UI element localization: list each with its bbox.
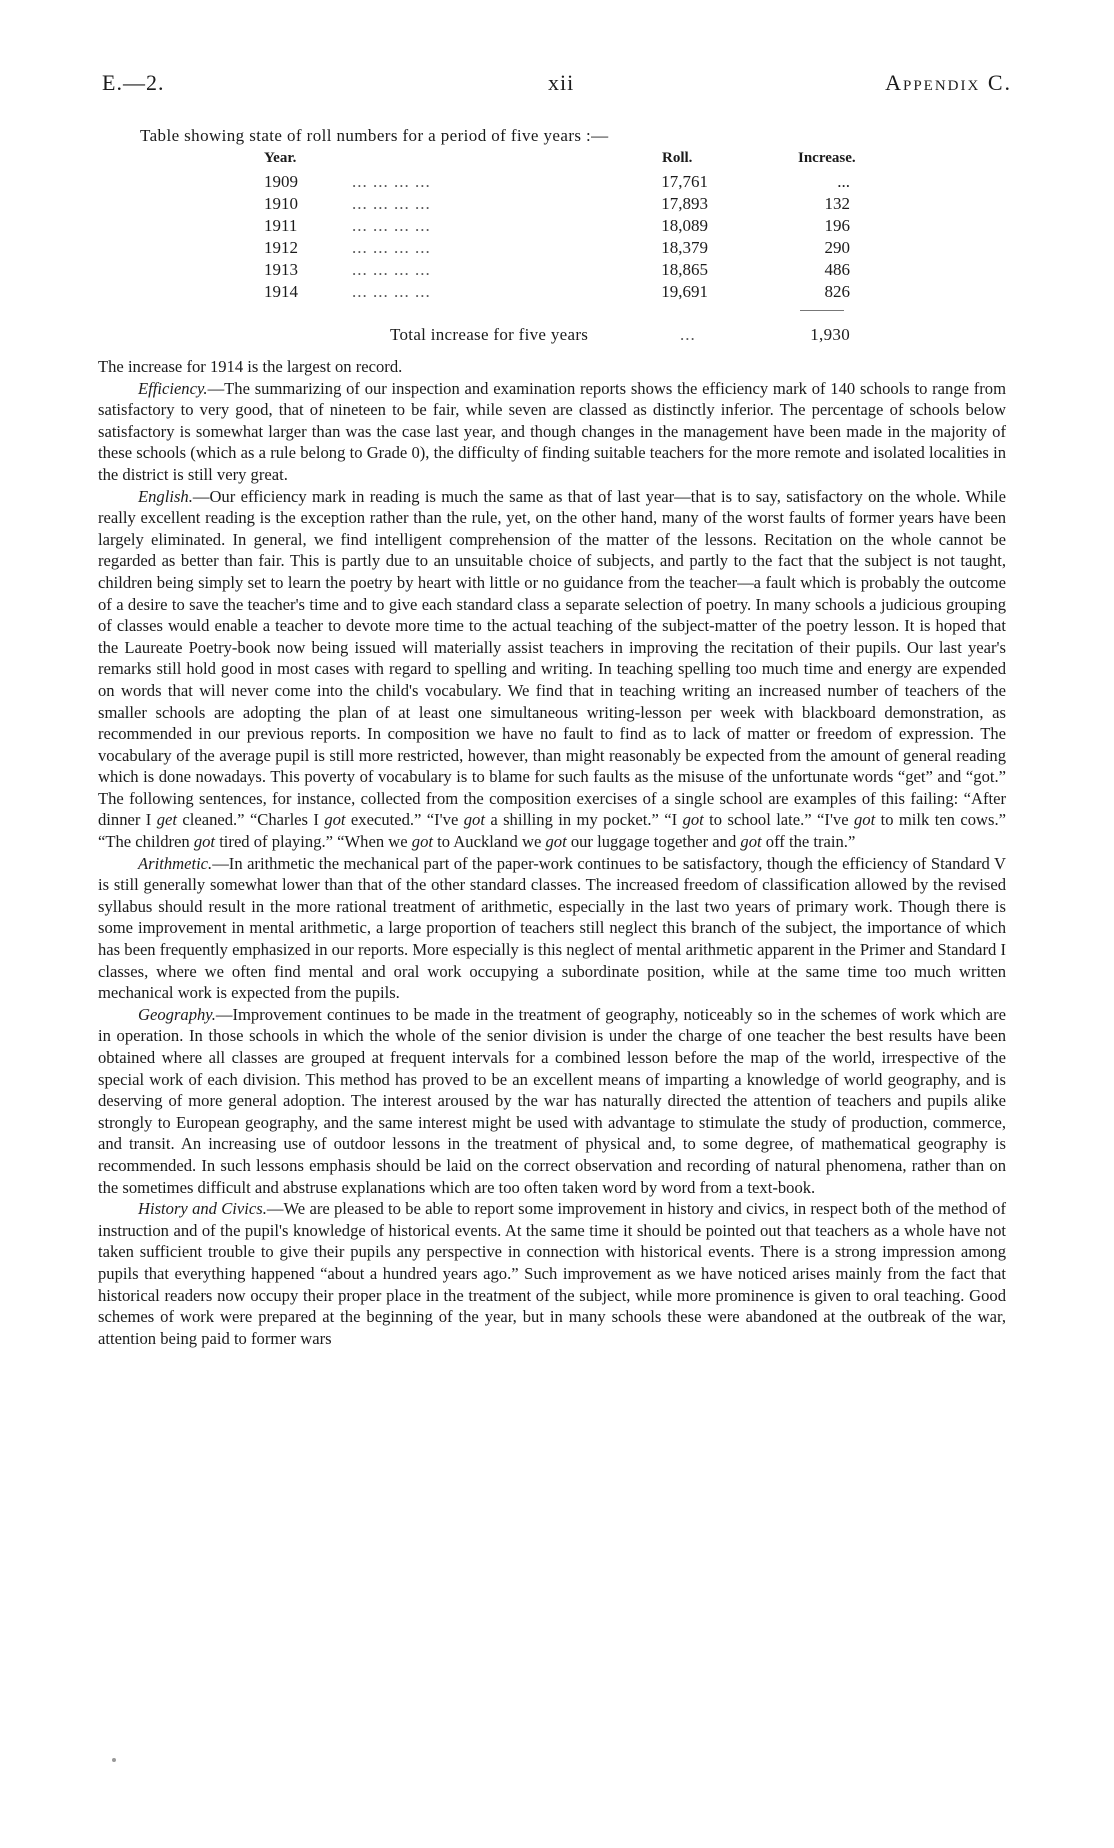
leader-dots: ... ... ... ... bbox=[352, 216, 431, 235]
row-increase: 486 bbox=[824, 260, 850, 279]
total-value: 1,930 bbox=[810, 325, 850, 344]
paragraph-geography: Geography.—Improvement continues to be made in the treatment of geography, noticeably so in the schemes of work which are in operation. In those schools in which the whole of the senior division is under the charge of one teacher the best results have been obtained where all classes are grouped at frequent intervals for a combined lesson before the map of the world, irrespective of the special work of each division. This method has proved to be an excellent means of imparting a knowledge of world geography, and is deserving of more general adoption. The interest aroused by the war has naturally directed the attention of teachers and pupils alike strongly to European geography, and the same interest might be used with advantage to stimulate the study of production, commerce, and transit. An increasing use of outdoor lessons in the treatment of physical and, to some degree, of mathematical geography is recommended. In such lessons emphasis should be laid on the correct observation and recording of natural phenomena, rather than on the sometimes difficult and abstruse explanations which are too often taken word by word from a text-book. bbox=[98, 1004, 1006, 1197]
page-number: xii bbox=[548, 70, 575, 95]
leader-dots: ... ... ... ... bbox=[352, 260, 431, 279]
leader-dots: ... ... ... ... bbox=[352, 172, 431, 191]
scan-speck bbox=[112, 1758, 116, 1762]
table-row bbox=[0, 260, 1114, 282]
row-increase: 132 bbox=[824, 194, 850, 213]
row-year: 1914 bbox=[264, 282, 298, 301]
table-row bbox=[0, 238, 1114, 260]
total-rule bbox=[800, 310, 844, 311]
paragraph-history-civics: History and Civics.—We are pleased to be able to report some improvement in history and civics, in respect both of the method of instruction and of the pupil's knowledge of historical events. At the same time it should be pointed out that teachers as a whole have not taken sufficient trouble to give their pupils any perspective in connection with historical events. There is a strong impression among pupils that everything happened “about a hundred years ago.” Such improvement as we have noticed arises mainly from the fact that historical readers now occupy their proper place in the treatment of the subject, while more prominence is given to oral teaching. Good schemes of work were prepared at the beginning of the year, but in many schools these were abandoned at the outbreak of the war, attention being paid to former wars bbox=[98, 1199, 1007, 1348]
report-body bbox=[98, 356, 1006, 1349]
page-code: E.—2. bbox=[102, 70, 165, 95]
table-row bbox=[0, 216, 1114, 238]
row-roll: 18,089 bbox=[661, 216, 708, 235]
paragraph-english: English.—Our efficiency mark in reading is much the same as that of last year—that is to say, satisfactory on the whole. While really excellent reading is the exception rather than the rule, yet, on the other hand, many of the worst faults of former years have been largely eliminated. In general, we find intelligent comprehension of the matter of the lessons. Recitation on the whole cannot be regarded as better than fair. This is partly due to an unsuitable choice of subjects, and partly to the fact that the subject is not taught, children being simply set to learn the poetry by heart with little or no guidance from the teacher—a fault which is probably the outcome of a desire to save the teacher's time and to give each standard class a separate selection of poetry. In many schools a judicious grouping of classes would enable a teacher to devote more time to the actual teaching of the subject-matter of the poetry lesson. It is hoped that the Laureate Poetry-book now being issued will materially assist teachers in improving the recitation of their pupils. Our last year's remarks still hold good in most cases with regard to spelling and writing. In teaching spelling too much time and energy are expended on words that will never come into the child's vocabulary. We find that in teaching writing an increased number of teachers of the smaller schools are adopting the plan of at least one simultaneous writing-lesson per week with blackboard demonstration, as recommended in our previous reports. In composition we have no fault to find as to lack of matter or freedom of expression. The vocabulary of the average pupil is still more restricted, however, than might reasonably be expected from the amount of general reading which is done nowadays. This poverty of vocabulary is to blame for such faults as the misuse of the unfortunate words “get” and “got.” The following sentences, for instance, collected from the composition exercises of a single school are examples of this failing: “After dinner I get cleaned.” “Charles I got executed.” “I've got a shilling in my pocket.” “I got to school late.” “I've got to milk ten cows.” “The children got tired of playing.” “When we got to Auckland we got our luggage together and got off the train.” bbox=[98, 486, 1006, 852]
row-roll: 19,691 bbox=[661, 282, 708, 301]
row-year: 1912 bbox=[264, 238, 298, 257]
section-heading-history-civics: History and Civics. bbox=[138, 1199, 267, 1219]
row-roll: 17,893 bbox=[661, 194, 708, 213]
table-row bbox=[0, 172, 1114, 194]
row-increase: 826 bbox=[824, 282, 850, 301]
section-heading-arithmetic: Arithmetic. bbox=[138, 853, 213, 873]
paragraph-efficiency: Efficiency.—The summarizing of our inspection and examination reports shows the efficiency mark of 140 schools to range from satisfactory to very good, that of nineteen to be fair, while seven are classed as distinctly inferior. The percentage of schools below satisfactory is somewhat larger than was the case last year, and though changes in the management have been made in the majority of these schools (which as a rule belong to Grade 0), the difficulty of finding suitable teachers for the more remote and isolated localities in the district is still very great. bbox=[98, 378, 1006, 484]
row-year: 1909 bbox=[264, 172, 298, 191]
row-increase: 196 bbox=[824, 216, 850, 235]
row-roll: 18,379 bbox=[661, 238, 708, 257]
leader-dots: ... ... ... ... bbox=[352, 238, 431, 257]
table-row bbox=[0, 194, 1114, 216]
paragraph-arithmetic: Arithmetic.—In arithmetic the mechanical part of the paper-work continues to be satisfactory, though the efficiency of Standard V is still generally somewhat lower than that of the other standard classes. The increased freedom of classification allowed by the revised syllabus should result in the more rational treatment of arithmetic, especially in the last two years of primary work. Though there is some improvement in mental arithmetic, a large proportion of teachers still neglect this branch of the subject, the importance of which has been frequently emphasized in our reports. More especially is this neglect of mental arithmetic apparent in the Primer and Standard I classes, where we often find mental and oral work occupying a subordinate position, while at the same time too much written mechanical work is expected from the pupils. bbox=[98, 853, 1006, 1003]
row-increase: ... bbox=[837, 172, 850, 191]
column-header-year: Year. bbox=[264, 150, 297, 166]
leader-dots: ... bbox=[680, 325, 696, 344]
table-row bbox=[0, 282, 1114, 304]
row-roll: 17,761 bbox=[661, 172, 708, 191]
row-year: 1910 bbox=[264, 194, 298, 213]
total-label: Total increase for five years bbox=[390, 325, 589, 344]
section-heading-english: English. bbox=[138, 486, 193, 506]
row-year: 1911 bbox=[264, 216, 298, 235]
section-heading-efficiency: Efficiency. bbox=[138, 378, 208, 398]
section-heading-geography: Geography. bbox=[138, 1004, 216, 1024]
appendix-label: Appendix C. bbox=[885, 70, 1012, 95]
leader-dots: ... ... ... ... bbox=[352, 194, 431, 213]
column-header-increase: Increase. bbox=[798, 150, 856, 166]
leader-dots: ... ... ... ... bbox=[352, 282, 431, 301]
row-year: 1913 bbox=[264, 260, 298, 279]
row-increase: 290 bbox=[824, 238, 850, 257]
paragraph-record: The increase for 1914 is the largest on record. bbox=[98, 357, 403, 376]
column-header-roll: Roll. bbox=[662, 150, 693, 166]
row-roll: 18,865 bbox=[661, 260, 708, 279]
table-caption: Table showing state of roll numbers for a period of five years :— bbox=[140, 126, 609, 145]
